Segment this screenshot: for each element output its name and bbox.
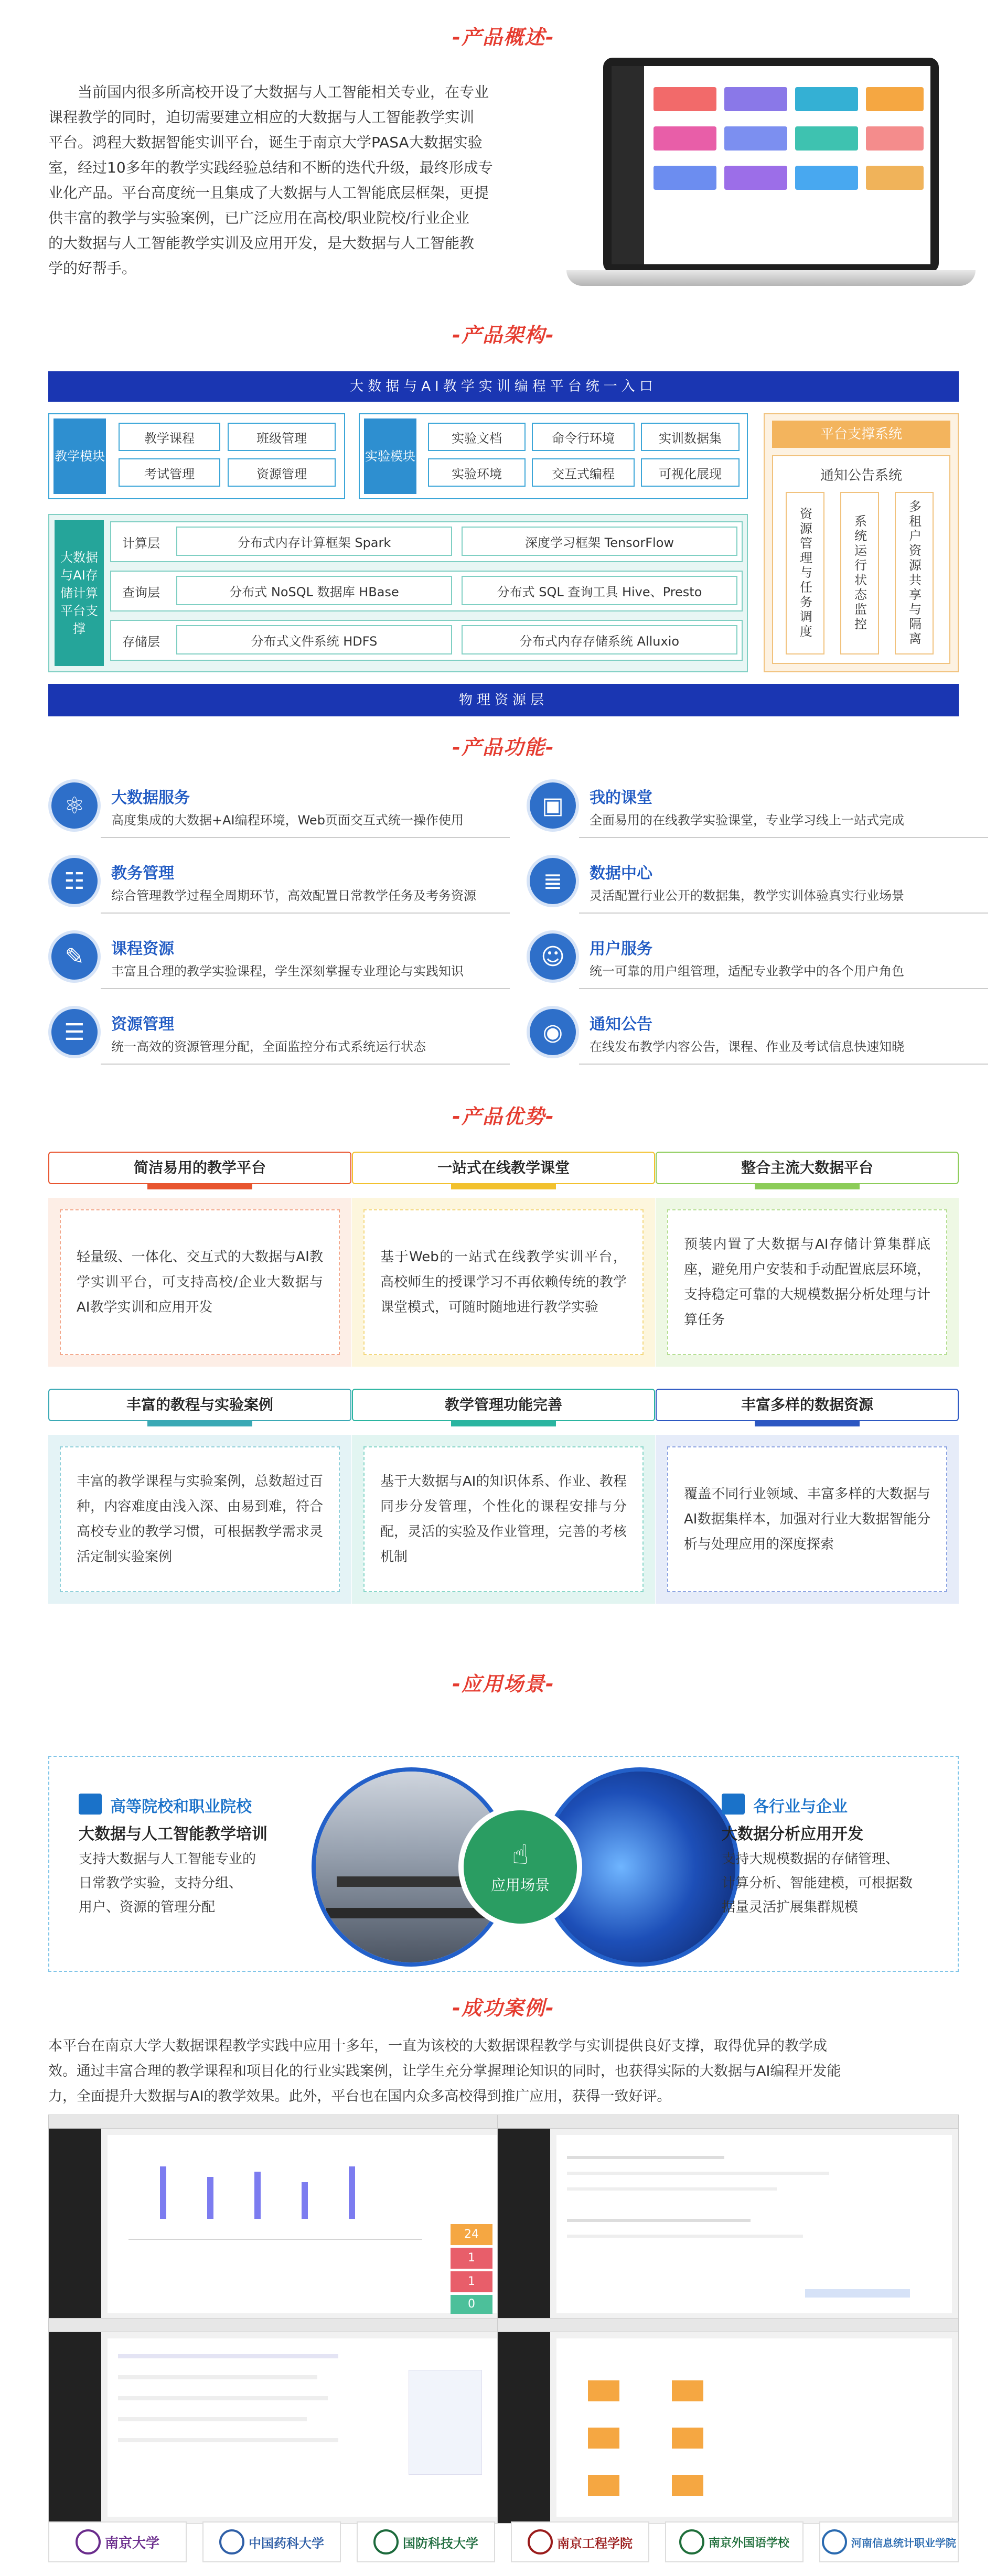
module-item: 资源管理 — [228, 458, 336, 487]
university-logo — [665, 2521, 804, 2562]
feature-desc: 综合管理教学过程全周期环节，高效配置日常教学任务及考务资源 — [111, 888, 476, 903]
feature-item — [527, 774, 988, 841]
feature-name: 通知公告 — [590, 1015, 652, 1034]
layer-cell: 分布式内存存储系统 Alluxio — [462, 625, 737, 654]
overview-line: 当前国内很多所高校开设了大数据与人工智能相关专业，在专业 — [78, 83, 489, 101]
classroom-icon: ▣ — [527, 779, 579, 832]
scenario-center-badge — [458, 1805, 582, 1929]
cases-text — [48, 2034, 959, 2109]
feature-item — [48, 850, 510, 917]
advantage-card — [352, 1152, 655, 1367]
module-item: 实训数据集 — [641, 423, 740, 451]
advantage-body: 轻量级、一体化、交互式的大数据与AI教学实训平台，可支持高校/企业大数据与AI教学实训和应用开发 — [77, 1249, 323, 1315]
feature-item — [48, 1001, 510, 1068]
support-column: 系统运行状态监控 — [840, 492, 879, 654]
scenario-right-line: 据量灵活扩展集群规模 — [722, 1899, 859, 1915]
section-title-functions: -产品功能- — [452, 736, 555, 759]
advantage-card — [48, 1152, 351, 1367]
case-screenshot — [48, 2318, 510, 2524]
overview-line: 课程教学的同时，迫切需要建立相应的大数据与人工智能教学实训 — [48, 109, 475, 126]
scenario-right-subtitle: 大数据分析应用开发 — [722, 1825, 863, 1843]
scenario-left-title: 高等院校和职业院校 — [110, 1798, 252, 1816]
university-logo — [511, 2521, 649, 2562]
laptop-image — [566, 58, 976, 288]
layer-label: 计算层 — [122, 535, 160, 551]
feature-desc: 在线发布教学内容公告，课程、作业及考试信息快速知晓 — [590, 1039, 904, 1054]
stat-number: 24 — [451, 2224, 492, 2245]
advantage-title: 一站式在线教学课堂 — [352, 1152, 655, 1184]
overview-text — [48, 80, 562, 281]
feature-item — [527, 1001, 988, 1068]
university-logo — [202, 2521, 341, 2562]
graduation-cap-icon: ✎ — [48, 930, 101, 983]
feature-desc: 丰富且合理的教学实验课程，学生深刻掌握专业理论与实践知识 — [111, 964, 464, 979]
advantage-card — [656, 1152, 959, 1367]
scenario-center-label: 应用场景 — [490, 1876, 550, 1894]
advantage-body: 丰富的教学课程与实验案例，总数超过百种，内容难度由浅入深、由易到难，符合高校专业的教学习惯，可根据教学需求灵活定制实验案例 — [77, 1474, 323, 1565]
compute-platform-tag — [55, 520, 104, 666]
university-name: 南京大学 — [104, 2535, 159, 2551]
stat-number: 1 — [451, 2248, 492, 2269]
compute-platform-tag-text: 大数据与AI存储计算平台支撑 — [60, 550, 98, 636]
advantage-title: 丰富多样的数据资源 — [656, 1389, 959, 1421]
feature-name: 教务管理 — [111, 864, 174, 883]
feature-name: 我的课堂 — [590, 789, 652, 807]
module-item: 命令行环境 — [532, 423, 635, 451]
scenario-right-line: 计算分析、智能建模，可根据数 — [722, 1875, 913, 1891]
physical-resource-bar: 物理资源层 — [48, 684, 959, 716]
feature-desc: 高度集成的大数据+AI编程环境，Web页面交互式统一操作使用 — [111, 813, 464, 828]
university-logo — [819, 2521, 959, 2562]
scenario-left-line: 支持大数据与人工智能专业的 — [79, 1851, 256, 1867]
scenario-left-subtitle: 大数据与人工智能教学培训 — [79, 1825, 267, 1843]
advantage-title: 教学管理功能完善 — [352, 1389, 655, 1421]
scenario-right-title: 各行业与企业 — [753, 1798, 848, 1816]
module-item: 交互式编程 — [532, 458, 635, 487]
university-name: 南京外国语学校 — [708, 2536, 789, 2550]
support-column: 多租户资源共享与隔离 — [895, 492, 934, 654]
teaching-module-tag: 教学模块 — [53, 418, 106, 494]
section-title-architecture: -产品架构- — [452, 324, 555, 347]
feature-desc: 灵活配置行业公开的数据集，教学实训体验真实行业场景 — [590, 888, 904, 903]
advantage-card — [656, 1389, 959, 1604]
layer-label: 存储层 — [122, 634, 160, 649]
org-chart-icon: ☷ — [48, 855, 101, 907]
advantage-body: 基于Web的一站式在线教学实训平台，高校师生的授课学习不再依赖传统的教学课堂模式，可随时随地进行教学实验 — [380, 1249, 627, 1315]
unified-entry-bar: 大数据与AI教学实训编程平台统一入口 — [48, 371, 959, 402]
case-screenshot — [48, 2115, 510, 2320]
touch-screen-icon: ☝ — [512, 1839, 529, 1871]
notice-icon: ◉ — [527, 1006, 579, 1058]
feature-name: 数据中心 — [590, 864, 652, 883]
layer-cell: 分布式文件系统 HDFS — [176, 625, 452, 654]
university-name: 国防科技大学 — [403, 2536, 478, 2551]
feature-name: 用户服务 — [590, 940, 652, 958]
scenario-left-line: 日常教学实验，支持分组、 — [79, 1875, 243, 1891]
advantage-title: 简洁易用的教学平台 — [48, 1152, 351, 1184]
feature-desc: 统一高效的资源管理分配，全面监控分布式系统运行状态 — [111, 1039, 426, 1054]
university-logo — [48, 2521, 187, 2562]
university-name: 中国药科大学 — [249, 2536, 324, 2551]
layer-cell: 分布式内存计算框架 Spark — [176, 527, 452, 556]
module-item: 班级管理 — [228, 423, 336, 451]
advantage-body: 基于大数据与AI的知识体系、作业、教程同步分发管理，个性化的课程安排与分配，灵活的实验及作业管理，完善的考核机制 — [380, 1474, 627, 1565]
feature-item — [527, 925, 988, 992]
feature-item — [48, 925, 510, 992]
feature-desc: 统一可靠的用户组管理，适配专业教学中的各个用户角色 — [590, 964, 904, 979]
stat-number: 1 — [451, 2271, 492, 2292]
university-logo — [357, 2521, 495, 2562]
university-name: 南京工程学院 — [557, 2536, 633, 2551]
feature-name: 资源管理 — [111, 1015, 174, 1034]
section-title-advantages: -产品优势- — [452, 1105, 555, 1128]
overview-line: 学的好帮手。 — [48, 260, 137, 277]
building-icon — [722, 1794, 745, 1815]
advantage-body: 预装内置了大数据与AI存储计算集群底座，避免用户安装和手动配置底层环境，支持稳定可靠的大规模数据分析处理与计算任务 — [684, 1237, 930, 1328]
feature-name: 大数据服务 — [111, 789, 190, 807]
scenario-right-line: 支持大规模数据的存储管理、 — [722, 1851, 899, 1867]
layer-cell: 分布式 NoSQL 数据库 HBase — [176, 576, 452, 605]
overview-line: 供丰富的教学与实验案例，已广泛应用在高校/职业院校/行业企业 — [48, 209, 469, 227]
stat-number: 0 — [451, 2295, 492, 2314]
support-system-title: 平台支撑系统 — [772, 421, 950, 448]
advantage-card — [48, 1389, 351, 1604]
support-column: 资源管理与任务调度 — [786, 492, 824, 654]
document-icon: ☰ — [48, 1006, 101, 1058]
advantage-card — [352, 1389, 655, 1604]
advantage-title: 丰富的教程与实验案例 — [48, 1389, 351, 1421]
cases-line: 本平台在南京大学大数据课程教学实践中应用十多年，一直为该校的大数据课程教学与实训提供良好支撑，取得优异的教学成 — [48, 2038, 827, 2054]
experiment-module-tag: 实验模块 — [364, 418, 416, 494]
overview-line: 的大数据与人工智能教学实训及应用开发，是大数据与人工智能教 — [48, 234, 475, 252]
overview-line: 业化产品。平台高度统一且集成了大数据与人工智能底层框架，更提 — [48, 184, 489, 201]
cases-line: 效。通过丰富合理的教学课程和项目化的行业实践案例，让学生充分掌握理论知识的同时，也获得实际的大数据与AI编程开发能 — [48, 2063, 841, 2079]
users-icon: ☺ — [527, 930, 579, 983]
overview-line: 室，经过10多年的教学实践经验总结和不断的迭代升级，最终形成专 — [48, 159, 493, 176]
layer-cell: 分布式 SQL 查询工具 Hive、Presto — [462, 576, 737, 605]
advantage-body: 覆盖不同行业领域、丰富多样的大数据与AI数据集样本，加强对行业大数据智能分析与处理应用的深度探索 — [684, 1486, 930, 1552]
case-screenshot — [497, 2318, 959, 2524]
feature-desc: 全面易用的在线教学实验课堂，专业学习线上一站式完成 — [590, 813, 904, 828]
feature-item — [527, 850, 988, 917]
case-screenshot — [497, 2115, 959, 2320]
feature-item — [48, 774, 510, 841]
advantage-title: 整合主流大数据平台 — [656, 1152, 959, 1184]
module-item: 考试管理 — [119, 458, 220, 487]
school-icon — [79, 1794, 102, 1815]
scenario-left-line: 用户、资源的管理分配 — [79, 1899, 216, 1915]
section-title-scenarios: -应用场景- — [452, 1672, 555, 1695]
layer-label: 查询层 — [122, 585, 160, 600]
module-item: 可视化展现 — [641, 458, 740, 487]
module-item: 实验环境 — [428, 458, 526, 487]
overview-line: 平台。鸿程大数据智能实训平台，诞生于南京大学PASA大数据实验 — [48, 134, 483, 151]
scenario-left-desc — [79, 1847, 315, 1919]
cases-line: 力，全面提升大数据与AI的教学效果。此外，平台也在国内众多高校得到推广应用，获得一致好评。 — [48, 2088, 671, 2105]
section-title-cases: -成功案例- — [452, 1997, 555, 2020]
section-title-overview: -产品概述- — [452, 26, 555, 49]
notice-system-title: 通知公告系统 — [820, 468, 902, 484]
layer-cell: 深度学习框架 TensorFlow — [462, 527, 737, 556]
database-icon: ≣ — [527, 855, 579, 907]
feature-name: 课程资源 — [111, 940, 174, 958]
university-name: 河南信息统计职业学院 — [851, 2536, 956, 2549]
module-item: 教学课程 — [119, 423, 220, 451]
module-item: 实验文档 — [428, 423, 526, 451]
scenario-right-desc — [722, 1847, 947, 1919]
atom-icon: ⚛ — [48, 779, 101, 832]
